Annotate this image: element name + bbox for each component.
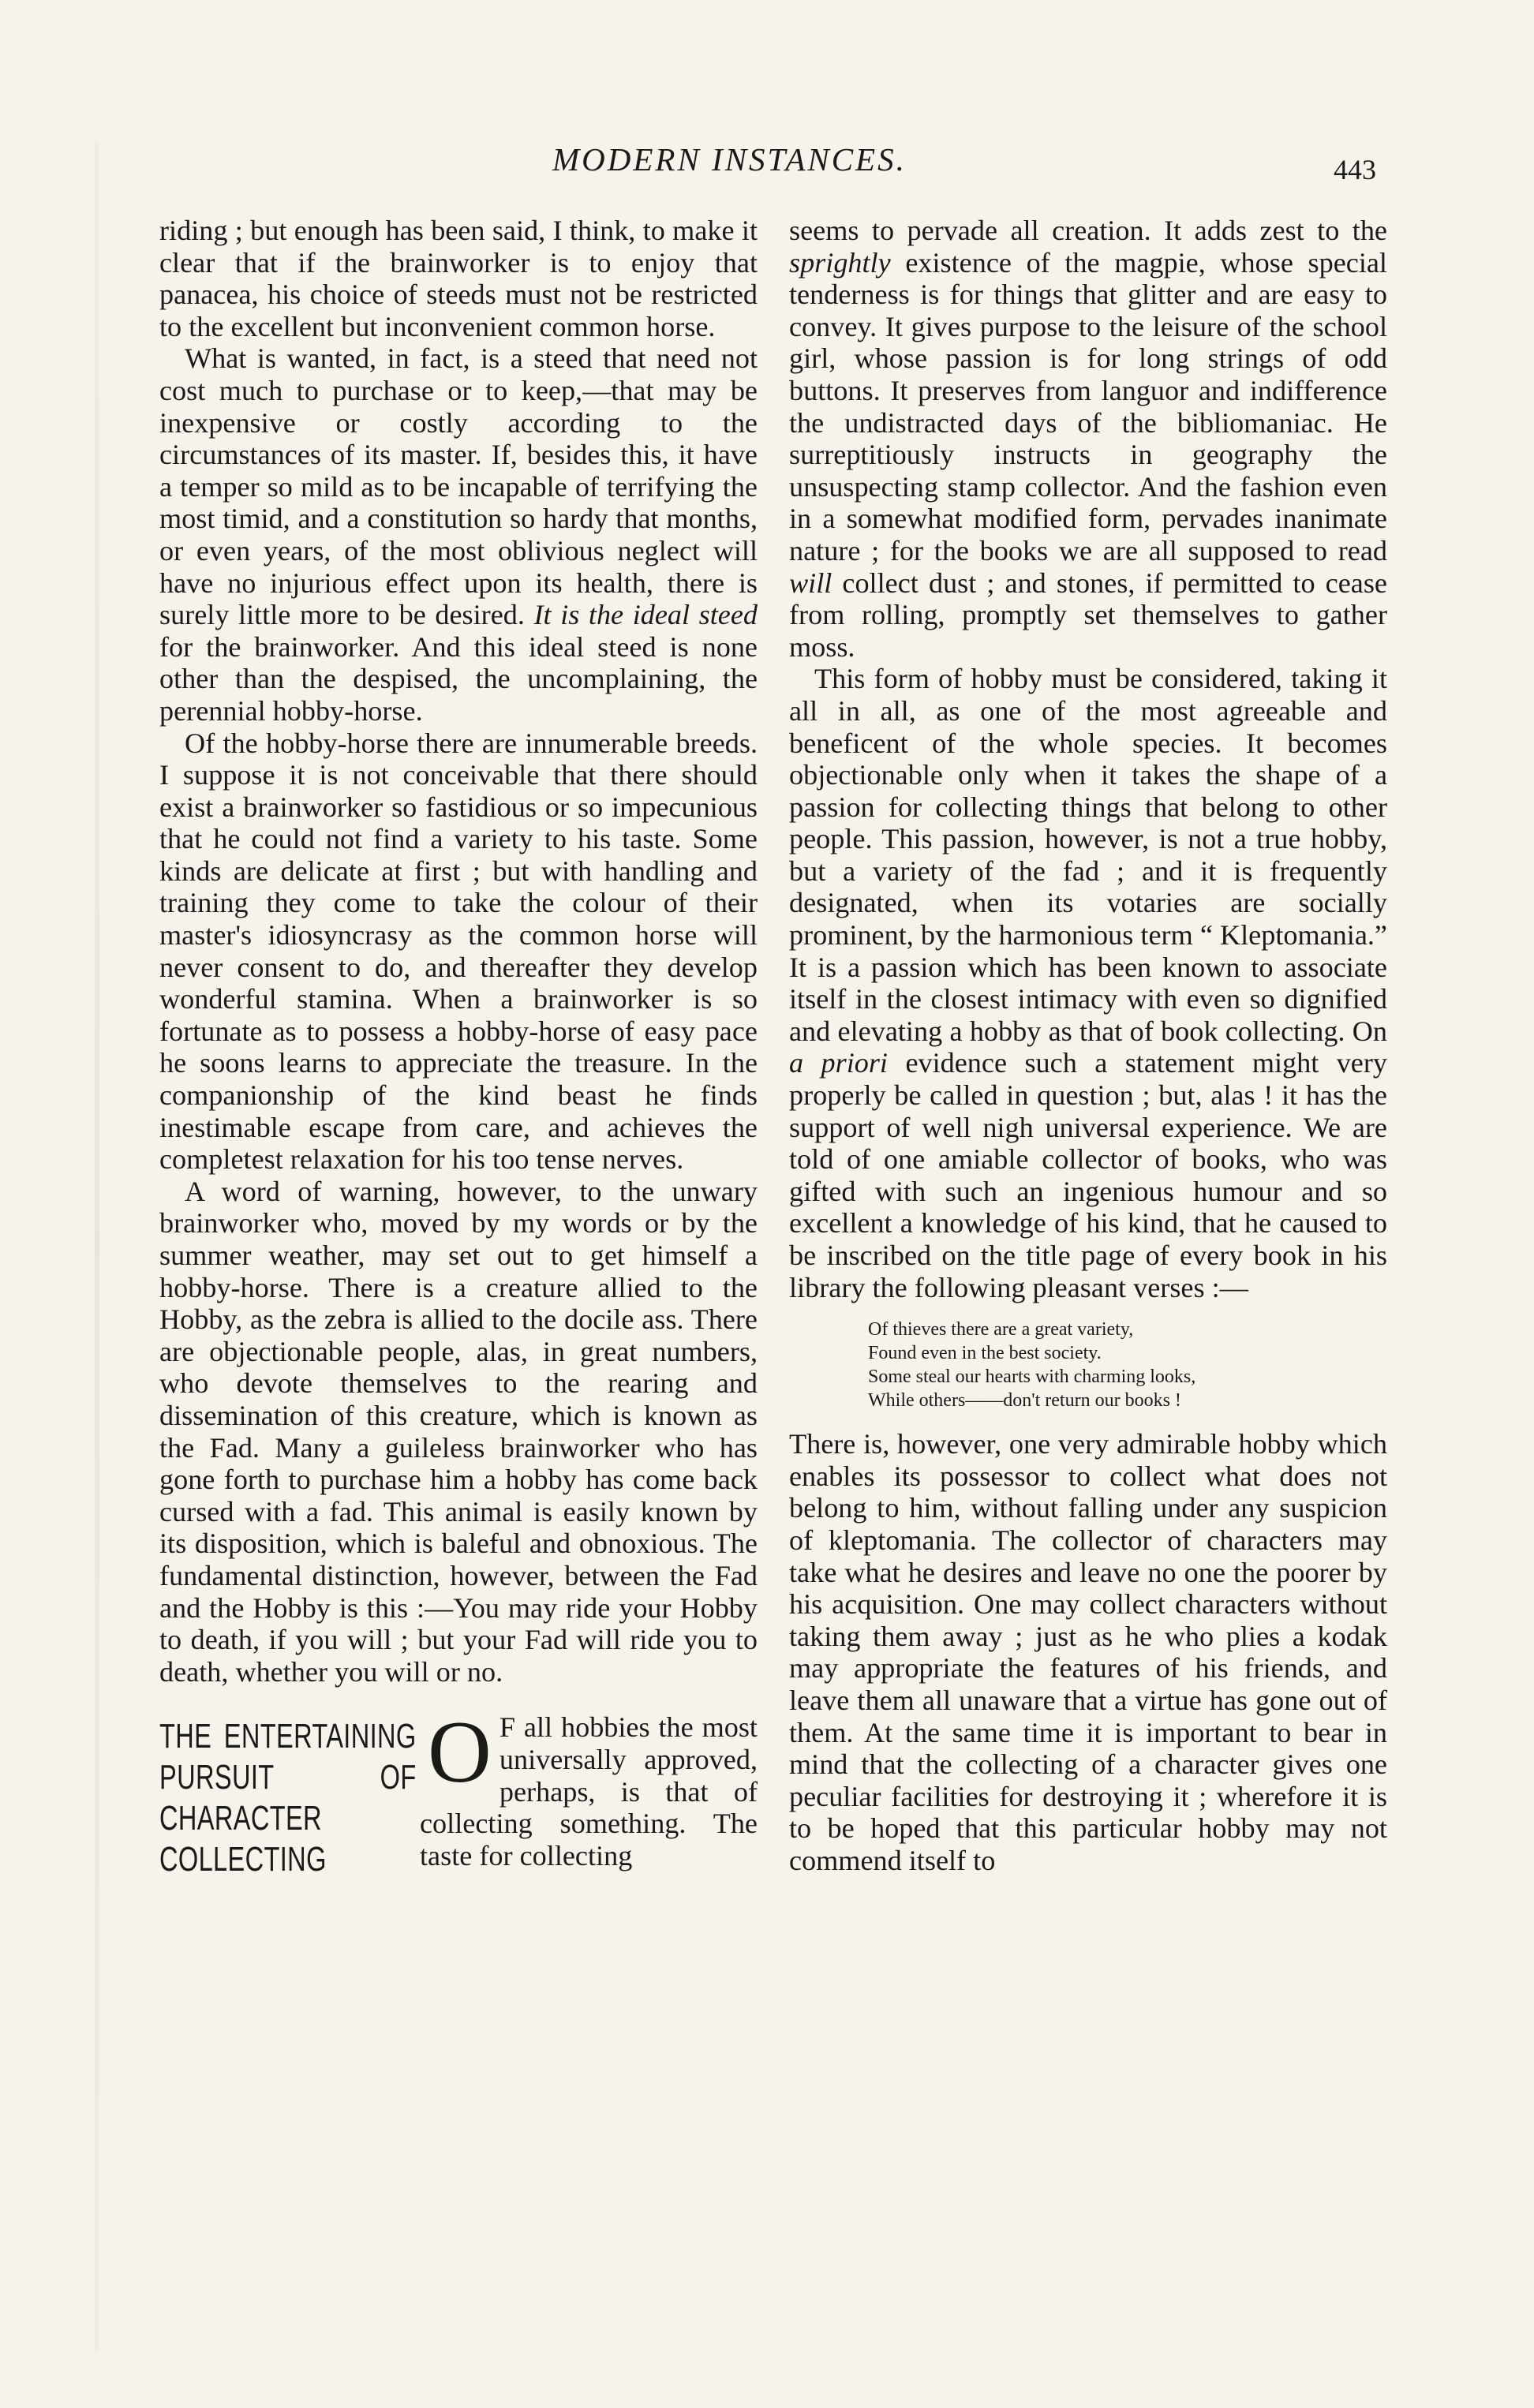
right-column [789, 215, 1387, 1877]
paragraph-text: This form of hobby must be considered, taking it all in all, as one of the most agreeable and beneficent of the whole species. It becomes objectionable only when it takes the shape of a passion for collecting things that belong to other people. This passion, however, is not a true hobby, but a variety of the fad ; and it is frequently designated, when its votaries are socially prominent, by the harmonious term “ Kleptomania.” It is a passion which has been known to associate itself in the closest intimacy with even so dignified and elevating a hobby as that of book collecting. On [789, 663, 1387, 1047]
paragraph: Of the hobby-horse there are innumerable breeds. I suppose it is not conceivable that there should exist a brainworker so fastidious or so impecunious that he could not find a variety to his taste. Some kinds are delicate at first ; but with handling and training they come to take the colour of their master's idiosyncrasy as the common horse will never consent to do, and thereafter they develop wonderful stamina. When a brainworker is so fortunate as to possess a hobby-horse of easy pace he soons learns to appreciate the treasure. In the companionship of the kind beast he finds inestimable escape from care, and achieves the completest relaxation for his too tense nerves. [159, 727, 758, 1176]
paragraph [789, 663, 1387, 1303]
paragraph [159, 342, 758, 727]
italic-word: sprightly [789, 246, 891, 279]
paragraph-text: existence of the magpie, whose special tenderness is for things that glitter and are easy to convey. It gives purpose to the leisure of the school girl, whose passion is for long strings of odd buttons. It preserves from languor and indifference the undistracted days of the bibliomaniac. He surreptitiously instructs in geography the unsuspecting stamp collector. And the fashion even in a somewhat modified form, pervades inanimate nature ; for the books we are all supposed to read [789, 246, 1387, 566]
paragraph: F all hobbies the most universally approved, perhaps, is that of collecting something. The taste for collecting [420, 1711, 758, 1871]
paragraph: riding ; but enough has been said, I think, to make it clear that if the brainworker is to enjoy that panacea, his choice of steeds must not be restricted to the excellent but inconvenient common horse. [159, 215, 758, 342]
section-title: THE ENTERTAINING PURSUIT OF CHARACTER COLLECTING [159, 1717, 417, 1879]
gutter-shadow [95, 142, 99, 2351]
section-heading-block [159, 1711, 758, 1880]
left-column [159, 215, 758, 1880]
verse-line: Found even in the best society. [868, 1343, 1102, 1364]
verse-quote [868, 1318, 1387, 1412]
italic-phrase: a priori [789, 1047, 888, 1079]
italic-word: will [789, 566, 832, 599]
paragraph-text: evidence such a statement might very properly be called in question ; but, alas ! it has the support of well nigh universal experience. We are told of one amiable collector of books, who was gifted with such an ingenious humour and so excellent a knowledge of his kind, that he caused to be inscribed on the title page of every book in his library the following pleasant verses :— [789, 1047, 1387, 1303]
paragraph: There is, however, one very admirable hobby which enables its possessor to collect what does not belong to him, without falling under any suspicion of kleptomania. The collector of characters may take what he desires and leave no one the poorer by his acquisition. One may collect characters without taking them away ; just as he who plies a kodak may appropriate the features of his friends, and leave them all unaware that a virtue has gone out of them. At the same time it is important to bear in mind that the collecting of a character gives one peculiar facilities for destroying it ; wherefore it is to be hoped that this particular hobby may not commend itself to [789, 1428, 1387, 1876]
verse-line: While others——don't return our books ! [868, 1390, 1181, 1412]
italic-phrase: It is the ideal steed [533, 599, 758, 631]
paragraph-text: What is wanted, in fact, is a steed that need not cost much to purchase or to keep,—that may be inexpensive or costly according to the circumstances of its master. If, besides this, it have a temper so mild as to be incapable of terrifying the most timid, and a constitution so hardy that months, or even years, of the most oblivious neglect will have no injurious effect upon its health, there is surely little more to be desired. [159, 342, 758, 631]
verse-line: Some steal our hearts with charming looks, [868, 1367, 1196, 1388]
drop-cap: O [428, 1711, 492, 1802]
page-number: 443 [1334, 154, 1376, 185]
paragraph [789, 215, 1387, 663]
paragraph-text: seems to pervade all creation. It adds zest to the [789, 215, 1387, 246]
paragraph: A word of warning, however, to the unwary brainworker who, moved by my words or by the summer weather, may set out to get himself a hobby-horse. There is a creature allied to the Hobby, as the zebra is allied to the docile ass. There are objectionable people, alas, in great numbers, who devote themselves to the rearing and dissemination of this creature, which is known as the Fad. Many a guileless brainworker who has gone forth to purchase him a hobby has come back cursed with a fad. This animal is easily known by its disposition, which is baleful and obnoxious. The fundamental distinction, however, between the Fad and the Hobby is this :—You may ride your Hobby to death, if you will ; but your Fad will ride you to death, whether you will or no. [159, 1175, 758, 1688]
running-title: MODERN INSTANCES. [552, 141, 907, 178]
paragraph-text: for the brainworker. And this ideal steed is none other than the despised, the uncomplaining, the perennial hobby-horse. [159, 630, 758, 727]
paragraph-text: collect dust ; and stones, if permitted to cease from rolling, promptly set themselves to gather moss. [789, 566, 1387, 663]
verse-line: Of thieves there are a great variety, [868, 1319, 1134, 1340]
